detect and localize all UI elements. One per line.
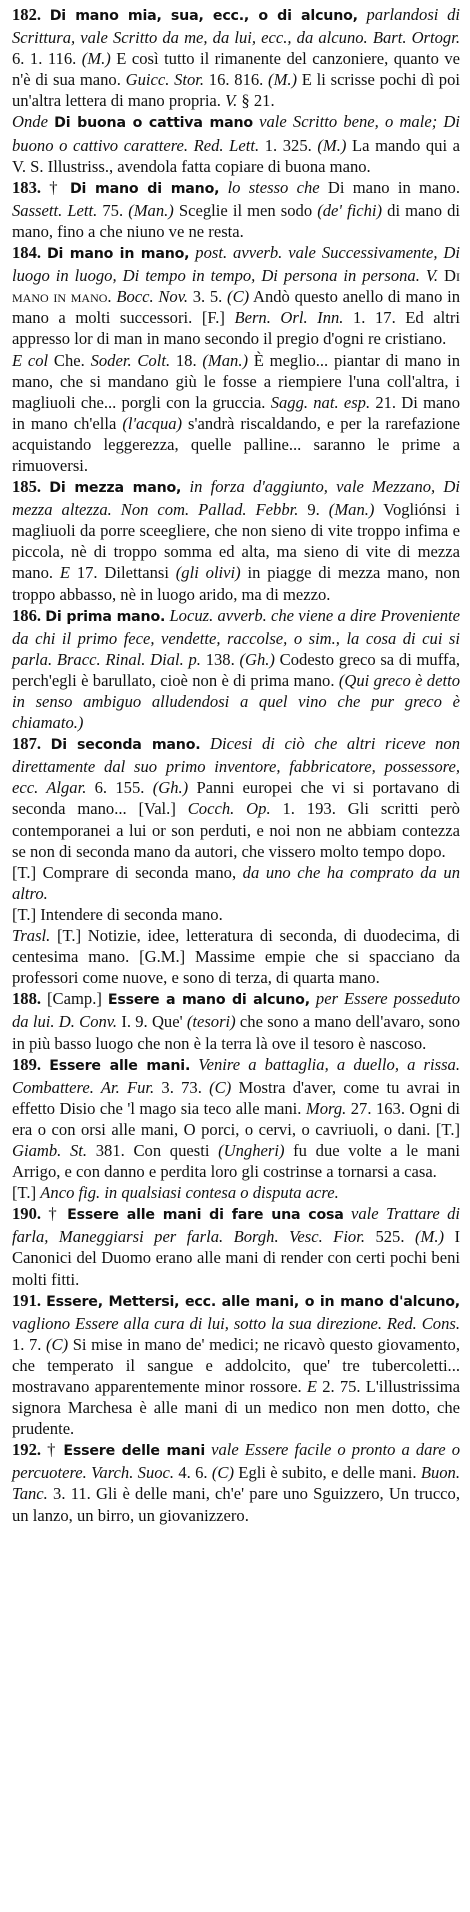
entry-paragraph: 188. [Camp.] Essere a mano di alcuno, per Essere posseduto da lui. D. Conv. I. 9. Que' (tesori) che sono a mano dell'avaro, sono in più basso luogo che non è la terra là ove il tesoro è nascoso. xyxy=(12,989,460,1053)
entry-186 xyxy=(12,605,460,734)
entry-185 xyxy=(12,476,460,605)
entry-183 xyxy=(12,177,460,242)
entry-paragraph: 189. Essere alle mani. Venire a battaglia, a duello, a rissa. Combattere. Ar. Fur. 3. 73. (C) Mostra d'aver, come tu avrai in effetto Disio che 'l mago sia teco alle mani. Morg. 27. 163. Ogni di era o con orsi alle mani, O porci, o cervi, o cavriuoli, o dani. [T.] Giamb. St. 381. Con questi (Ungheri) fu due volte a le mani Arrigo, e con danno e perdita loro gli costrinse a tornarsi a casa. xyxy=(12,1054,461,1182)
entry-paragraph: 184. Di mano in mano, post. avverb. vale Successivamente, Di luogo in luogo, Di tempo in tempo, Di persona in persona. V. Di mano in mano. Bocc. Nov. 3. 5. (C) Andò questo anello di mano in mano a molti successori. [F.] Bern. Orl. Inn. 1. 17. Ed altri appresso lor di man in mano secondo il pregio d'ogni re cristiano. xyxy=(12,243,460,349)
entry-paragraph: 185. Di mezza mano, in forza d'aggiunto, vale Mezzano, Di mezza altezza. Non com. Pallad. Febbr. 9. (Man.) Vogliónsi i magliuoli da porre sceegliere, che non sieno di vite troppo infima e piccola, nè di troppo somma ed alta, ma sieno di vite di mezza mano. E 17. Dilettansi (gli olivi) in piagge di mezza mano, non troppo abbasso, nè in luogo arido, ma di mezzo. xyxy=(12,477,461,604)
entry-subparagraph: [T.] Comprare di seconda mano, da uno che ha comprato da un altro. xyxy=(12,862,460,903)
entry-subparagraph: [T.] Anco fig. in qualsiasi contesa o disputa acre. xyxy=(12,1183,339,1203)
entry-187 xyxy=(12,733,460,988)
entry-paragraph: 191. Essere, Mettersi, ecc. alle mani, o in mano d'alcuno, vagliono Essere alla cura di lui, sotto la sua direzione. Red. Cons. 1. 7. (C) Si mise in mano de' medici; ne ricavò questo giovamento, che temperato il sangue e addolcito, que' tre tubercoletti... mostravano apparentemente minor rossore. E 2. 75. L'illustrissima signora Marchesa è alle mani di un medico non men dotto, che prudente. xyxy=(12,1290,461,1439)
entry-paragraph: 192. † Essere delle mani vale Essere facile o pronto a dare o percuotere. Varch. Suoc. 4. 6. (C) Egli è subito, e delle mani. Buon. Tanc. 3. 11. Gli è delle mani, ch'e' pare uno Sguizzero, Un trucco, un lanzo, un birro, un giovanizzero. xyxy=(12,1440,461,1525)
entry-subparagraph: E col Che. Soder. Colt. 18. (Man.) È meglio... piantar di mano in mano, che si mandano giù le fosse a riempiere l'una coll'altra, i magliuoli che... porgli con la gruccia. Sagg. nat. esp. 21. Di mano in mano ch'ella (l'acqua) s'andrà riscaldando, e per la rarefazione acquistando leggerezza, quelle palline... saranno le prime a rimuoversi. xyxy=(12,350,460,475)
entry-188 xyxy=(12,988,460,1053)
entry-191 xyxy=(12,1290,460,1440)
entry-190 xyxy=(12,1203,460,1289)
entry-184 xyxy=(12,242,460,476)
entry-192 xyxy=(12,1439,460,1525)
entry-paragraph: 183. † Di mano di mano, lo stesso che Di mano in mano. Sassett. Lett. 75. (Man.) Sceglie il men sodo (de' fichi) di mano di mano, fino a che niuno ve ne resta. xyxy=(12,177,461,241)
entry-subparagraph: Onde Di buona o cattiva mano vale Scritto bene, o male; Di buono o cattivo carattere. Red. Lett. 1. 325. (M.) La mando qui a V. S. Illustriss., avendola fatta copiare di buona mano. xyxy=(12,112,460,176)
dictionary-page xyxy=(12,4,460,1526)
entry-paragraph: 190. † Essere alle mani di fare una cosa vale Trattare di farla, Maneggiarsi per farla. Borgh. Vesc. Fior. 525. (M.) I Canonici del Duomo erano alle mani di render con certi pochi beni molti fitti. xyxy=(12,1204,460,1289)
entry-paragraph: 186. Di prima mano. Locuz. avverb. che viene a dire Proveniente da chi il primo fece, vendette, raccolse, o sim., la cosa di cui si parla. Bracc. Rinal. Dial. p. 138. (Gh.) Codesto greco sa di muffa, perch'egli è barullato, cioè non è di prima mano. (Qui greco è detto in senso ambiguo alludendosi a quel vino che pur greco è chiamato.) xyxy=(12,605,460,733)
entry-subparagraph: Trasl. [T.] Notizie, idee, letteratura di seconda, di duodecima, di centesima mano. [G.M.] Massime empie che si spacciano da professori come nuove, e sono di terza, di quarta mano. xyxy=(12,926,460,988)
entry-182 xyxy=(12,4,460,177)
entry-paragraph: 187. Di seconda mano. Dicesi di ciò che altri riceve non direttamente dal suo primo inventore, fabbricatore, possessore, ecc. Algar. 6. 155. (Gh.) Panni europei che vi si portavano di seconda mano... [Val.] Cocch. Op. 1. 193. Gli scritti però contemporanei a lui or son perduti, e noi non ne abbiam contezza se non di seconda mano da autori, che vissero molto tempo dopo. xyxy=(12,734,461,861)
entry-189 xyxy=(12,1054,460,1204)
entry-subparagraph: [T.] Intendere di seconda mano. xyxy=(12,904,223,924)
entry-paragraph: 182. Di mano mia, sua, ecc., o di alcuno, parlandosi di Scrittura, vale Scritto da me, da lui, ecc., da alcuno. Bart. Ortogr. 6. 1. 116. (M.) E così tutto il rimanente del canzoniere, quanto ve n'è di sua mano. Guicc. Stor. 16. 816. (M.) E li scrisse pochi dì poi un'altra lettera di mano propria. V. § 21. xyxy=(12,5,461,111)
